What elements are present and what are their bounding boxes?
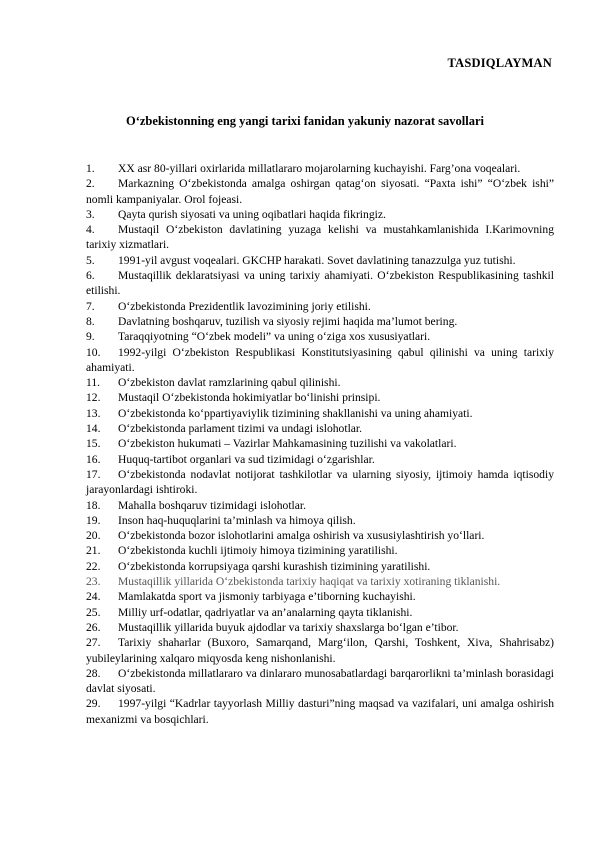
question-text: 1991-yil avgust voqealari. GKCHP harakati. Sovet davlatining tanazzulga yuz tutishi. bbox=[118, 253, 516, 267]
question-text: XX asr 80-yillari oxirlarida millatlararo mojarolarning kuchayishi. Farg’ona voqealari. bbox=[118, 162, 521, 175]
question-text: Markazning O‘zbekistonda amalga oshirgan qatag‘on siyosati. “Paxta ishi” “O‘zbek ishi” nomli kampaniyalar. Orol fojeasi. bbox=[86, 177, 554, 206]
question-text: Mustaqil O‘zbekistonda hokimiyatlar bo‘linishi prinsipi. bbox=[118, 391, 381, 405]
question-number: 1. bbox=[86, 162, 95, 175]
question-item bbox=[86, 543, 554, 558]
question-number: 13. bbox=[86, 406, 101, 420]
question-number: 15. bbox=[86, 437, 101, 451]
question-item bbox=[86, 421, 554, 436]
question-item bbox=[86, 314, 554, 329]
question-number: 28. bbox=[86, 666, 101, 680]
question-number: 25. bbox=[86, 605, 101, 619]
question-text: Mustaqillik yillarida buyuk ajdodlar va tarixiy shaxslarga bo‘lgan e’tibor. bbox=[118, 620, 459, 634]
question-item bbox=[86, 390, 554, 405]
question-text: O‘zbekistonda millatlararo va dinlararo munosabatlardagi barqarorlikni ta’minlash borasidagi davlat siyosati. bbox=[86, 666, 554, 696]
question-number: 29. bbox=[86, 697, 101, 711]
question-number: 3. bbox=[86, 207, 95, 221]
question-item bbox=[86, 559, 554, 574]
question-text: Qayta qurish siyosati va uning oqibatlari haqida fikringiz. bbox=[118, 207, 386, 221]
question-number: 4. bbox=[86, 223, 95, 237]
question-number: 9. bbox=[86, 330, 95, 344]
question-item bbox=[86, 666, 554, 697]
question-text: Mamlakatda sport va jismoniy tarbiyaga e’tiborning kuchayishi. bbox=[118, 590, 416, 604]
question-text: O‘zbekistonda ko‘ppartiyaviylik tizimining shakllanishi va uning ahamiyati. bbox=[118, 406, 473, 420]
question-item bbox=[86, 513, 554, 528]
question-number: 2. bbox=[86, 177, 95, 191]
question-item bbox=[86, 589, 554, 604]
question-text: Davlatning boshqaruv, tuzilish va siyosiy rejimi haqida ma’lumot bering. bbox=[118, 314, 458, 328]
question-item bbox=[86, 375, 554, 390]
question-text: 1997-yilgi “Kadrlar tayyorlash Milliy dasturi”ning maqsad va vazifalari, uni amalga oshirish mexanizmi va bosqichlari. bbox=[86, 697, 554, 726]
question-text: Mustaqillik deklaratsiyasi va uning tarixiy ahamiyati. O‘zbekiston Respublikasining tashkil etilishi. bbox=[86, 269, 554, 298]
question-number: 14. bbox=[86, 422, 101, 436]
question-item bbox=[86, 222, 554, 253]
question-item bbox=[86, 498, 554, 513]
question-item bbox=[86, 605, 554, 620]
question-text: Mustaqil O‘zbekiston davlatining yuzaga kelishi va mustahkamlanishida I.Karimovning tarixiy xizmatlari. bbox=[86, 223, 554, 252]
question-item bbox=[86, 299, 554, 314]
question-text: Mahalla boshqaruv tizimidagi islohotlar. bbox=[118, 498, 307, 512]
question-number: 6. bbox=[86, 269, 95, 283]
question-item bbox=[86, 620, 554, 635]
question-text: Tarixiy shaharlar (Buxoro, Samarqand, Marg‘ilon, Qarshi, Toshkent, Xiva, Shahrisabz) yubileylarining xalqaro miqyosda keng nishonlanishi. bbox=[86, 636, 554, 665]
question-number: 5. bbox=[86, 253, 95, 267]
question-text: 1992-yilgi O‘zbekiston Respublikasi Konstitutsiyasining qabul qilinishi va uning tarixiy ahamiyati. bbox=[86, 345, 554, 374]
question-number: 17. bbox=[86, 467, 101, 481]
question-text: Milliy urf-odatlar, qadriyatlar va an’analarning qayta tiklanishi. bbox=[118, 605, 413, 619]
question-item bbox=[86, 329, 554, 344]
question-number: 18. bbox=[86, 498, 101, 512]
question-text: Inson haq-huquqlarini ta’minlash va himoya qilish. bbox=[118, 513, 356, 527]
question-item bbox=[86, 161, 554, 176]
question-number: 24. bbox=[86, 590, 101, 604]
question-number: 27. bbox=[86, 636, 101, 650]
question-number: 8. bbox=[86, 314, 95, 328]
question-item bbox=[86, 268, 554, 299]
question-number: 19. bbox=[86, 513, 101, 527]
question-item bbox=[86, 574, 554, 589]
question-item bbox=[86, 406, 554, 421]
question-item bbox=[86, 436, 554, 451]
question-number: 12. bbox=[86, 391, 101, 405]
question-item bbox=[86, 528, 554, 543]
question-number: 22. bbox=[86, 559, 101, 573]
page-title: O‘zbekistonning eng yangi tarixi fanidan yakuniy nazorat savollari bbox=[125, 114, 485, 128]
question-text: O‘zbekistonda korrupsiyaga qarshi kurashish tizimining yaratilishi. bbox=[118, 559, 431, 573]
question-item bbox=[86, 345, 554, 376]
question-number: 20. bbox=[86, 529, 101, 543]
question-list bbox=[86, 161, 554, 727]
question-text: Huquq-tartibot organlari va sud tizimidagi o‘zgarishlar. bbox=[118, 452, 375, 466]
question-number: 26. bbox=[86, 620, 101, 634]
question-item bbox=[86, 176, 554, 207]
question-number: 7. bbox=[86, 299, 95, 313]
question-number: 23. bbox=[86, 575, 101, 589]
question-text: O‘zbekiston hukumati – Vazirlar Mahkamasining tuzilishi va vakolatlari. bbox=[118, 437, 457, 451]
question-number: 16. bbox=[86, 452, 101, 466]
question-item bbox=[86, 452, 554, 467]
question-number: 21. bbox=[86, 544, 101, 558]
question-item bbox=[86, 253, 554, 268]
question-text: O‘zbekistonda bozor islohotlarini amalga oshirish va xususiylashtirish yo‘llari. bbox=[118, 529, 485, 543]
question-text: O‘zbekistonda Prezidentlik lavozimining joriy etilishi. bbox=[118, 299, 371, 313]
approval-stamp-label: TASDIQLAYMAN bbox=[447, 56, 552, 70]
question-text: O‘zbekistonda kuchli ijtimoiy himoya tizimining yaratilishi. bbox=[118, 544, 398, 558]
question-text: O‘zbekiston davlat ramzlarining qabul qilinishi. bbox=[118, 376, 341, 390]
question-text: O‘zbekistonda nodavlat notijorat tashkilotlar va ularning siyosiy, ijtimoiy hamda iqtisodiy jarayonlardagi ishtiroki. bbox=[86, 467, 554, 497]
question-text: O‘zbekistonda parlament tizimi va undagi islohotlar. bbox=[118, 422, 363, 436]
question-text: Taraqqiyotning “O‘zbek modeli” va uning o‘ziga xos xususiyatlari. bbox=[118, 330, 431, 344]
question-item bbox=[86, 696, 554, 727]
question-item bbox=[86, 207, 554, 222]
question-number: 11. bbox=[86, 376, 101, 390]
question-number: 10. bbox=[86, 345, 101, 359]
question-item bbox=[86, 635, 554, 666]
question-item bbox=[86, 467, 554, 498]
question-text: Mustaqillik yillarida O‘zbekistonda tarixiy haqiqat va tarixiy xotiraning tiklanishi. bbox=[118, 575, 501, 589]
